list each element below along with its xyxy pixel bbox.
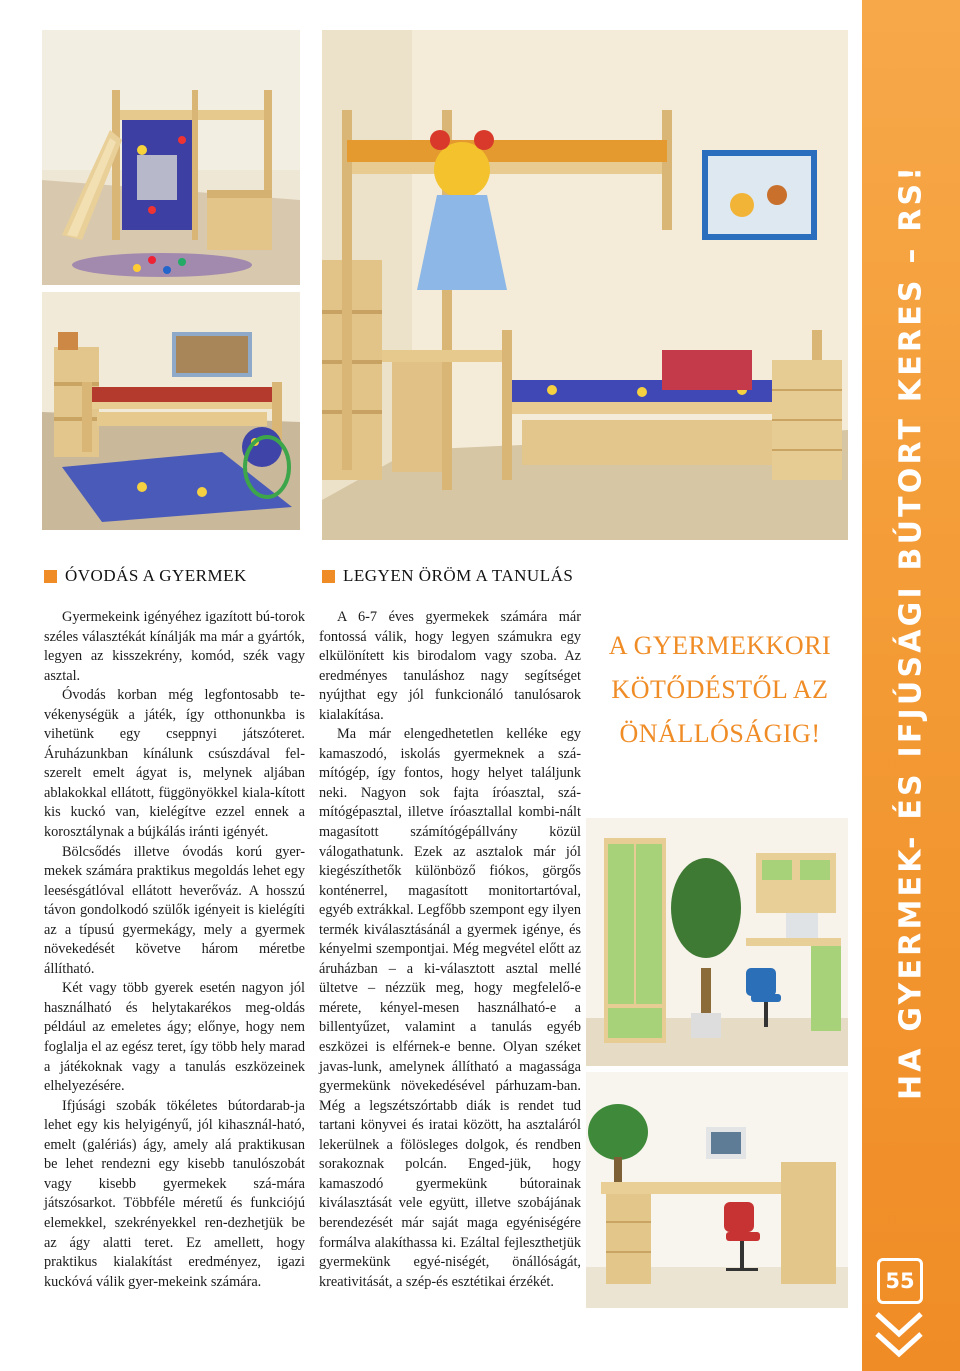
pine-computer-desk-photo (586, 1072, 848, 1308)
section-heading-text: LEGYEN ÖRÖM A TANULÁS (343, 566, 574, 585)
orange-square-bullet-icon (44, 570, 57, 583)
paragraph: Bölcsődés illetve óvodás korú gyer-mekek számára praktikus megoldás lehet egy leesésgátlóval ellátott heverőváz. A hosszú távon gondolkodó szülők igényeit is kielégíti az a típusú gyermekágy, mely a gyermek növekedését követve három méretbe állítható. (44, 843, 305, 977)
paragraph: Két vagy több gyerek esetén nagyon jól használható és helytakarékos meg-oldás például az emeletes ágy; előnye, hogy nem foglalja el az egész teret, így több hely marad a játékoknak vagy a tanulás eszközeinek elhelyezésére. (44, 980, 305, 1095)
section-heading-text: ÓVODÁS A GYERMEK (65, 566, 247, 585)
green-wardrobe-and-desk-photo (586, 818, 848, 1066)
paragraph: Ma már elengedhetetlen kelléke egy kamaszodó, iskolás gyermeknek a szá-mítógép, így fontos, hogy helyet találjunk neki. Nagyon sok fajta íróasztal, szá-mítógépasztal, illetve íróasztallal kombi-nált magasított számítógépállvány közül válogathatunk. Ezek az asztalok már jól kiegészíthetők különböző fiókos, görgős konténerrel, magasított monitortartóval, egyéb extrákkal. Legfőbb szempont egy ilyen termék kiválasztásánál a gyermek igénye, és kényelmi szempontjai. Még megvétel előtt az áruházban – a ki-választott asztal mellé ültetve – nézzük meg, hogy megfelelő-e mérete, kényel-mesen használható-e a billentyűzet, valamint a tanulás egyéb eszközei is elférnek-e benne. Olyan széket javas-lunk, amelynek állítható a magassága gyermekünk növekedésével párhuzam-ban. Még a legszétszórtabb diák is rendet tud tartani könyvei és iratai között, ha asztaláról lekerülnek a fölösleges dolgok, és rendben sorakoznak polcán. Enged-jük, hogy kamaszodó gyermekünk bútorainak kiválasztását vele együtt, illetve szobájának berendezését már saját maga egyéniségére formálva alakíthassa ki. Ezáltal fejleszthetjük gyermekünk egyé-niségét, önállóságát, kreativitását, a szép-és esztétikai érzékét. (319, 726, 581, 1290)
page-number-badge: 55 (877, 1258, 923, 1304)
section-heading-kindergarten (44, 563, 247, 589)
paragraph: Óvodás korban még legfontosabb te-vékenységük a játék, így otthonunkba is vihetünk egy cseppnyi játszóteret. Áruházunkban kínálunk csúszdával fel-szerelt emelt ágyat is, melynek aljában ablakokkal ellátott, függönyökkel kiala-kított kis kuckó van, kielégítve ezzel ennek a korosztálynak a bújkálás iránti igényét. (44, 687, 305, 841)
paragraph: Ifjúsági szobák tökéletes bútordarab-ja lehet egy kis helyigényű, jól kihasznál-ható, emelt (galériás) ágy, amely alá praktikusan be lehet rendezni egy kisebb tanulószobát vagy kisebb gyermekek szá-mára játszósarkot. Többféle méretű és funkciójú elemekkel, szekrényekkel ren-dezhetjük be az ágy alatti teret. Ez amellett, hogy praktikus kialakítást eredményez, igazi kuckóvá válik gyer-mekeink számára. (44, 1097, 305, 1290)
quote-line: A GYERMEKKORI (608, 631, 832, 660)
side-band-title: HA GYERMEK- ÉS IFJÚSÁGI BÚTORT KERES – RS! (893, 163, 929, 1100)
paragraph: A 6-7 éves gyermekek számára már fontossá válik, hogy legyen számukra egy elkülönített kis birodalom vagy szoba. Az eredményes tanuláshoz nagy segítséget nyújthat egy jól funkcionáló tanulósarok kialakítása. (319, 609, 581, 723)
bunk-bed-with-pooh-decor-photo (322, 30, 848, 540)
paragraph: Gyermekeink igényéhez igazított bú-torok széles választékát kínálják ma már a gyártók, legyen az kisszekrény, komód, szék vagy asztal. (44, 609, 305, 684)
highlight-quote (592, 624, 848, 756)
loft-bed-with-slide-photo (42, 30, 300, 285)
middle-article-column (319, 608, 581, 1292)
toddler-bed-with-rail-photo (42, 292, 300, 530)
quote-line: KÖTŐDÉSTŐL AZ (611, 675, 829, 704)
down-arrow-icon (871, 1306, 927, 1366)
quote-line: ÖNÁLLÓSÁGIG! (619, 719, 821, 748)
section-heading-learning (322, 563, 573, 589)
left-article-column (44, 608, 305, 1292)
orange-square-bullet-icon (322, 570, 335, 583)
